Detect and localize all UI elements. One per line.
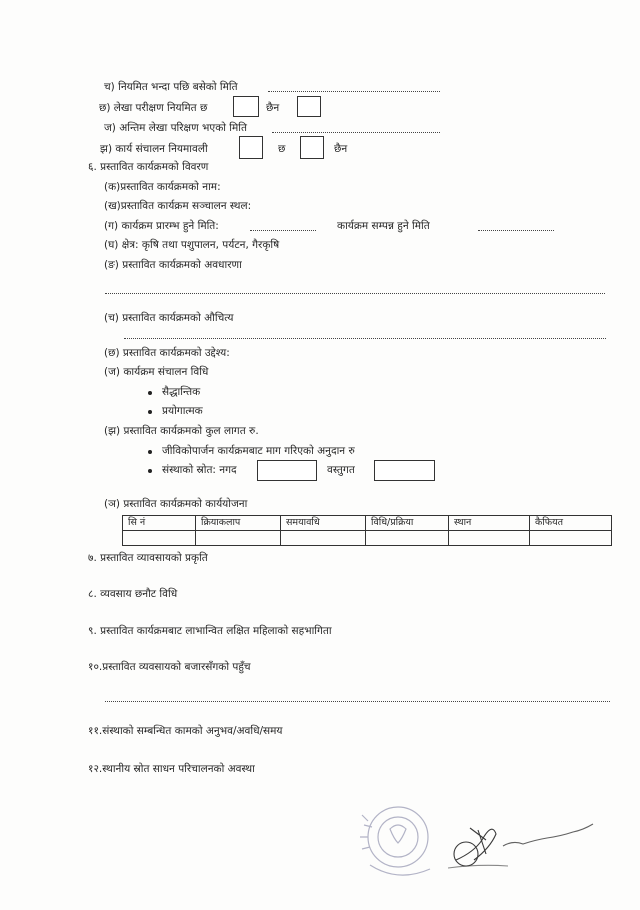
section-6-chha-label: (छ) प्रस्तावित कार्यक्रमको उद्देश्य: [104, 347, 230, 359]
section-11-heading: ११.संस्थाको सम्बन्धित कामको अनुभव/अवधि/समय [88, 725, 283, 737]
section-6-kha-label: (ख)प्रस्तावित कार्यक्रम सञ्चालन स्थल: [104, 200, 252, 212]
table-cell[interactable] [196, 531, 281, 546]
section-6-ja-label: (ज) कार्यक्रम संचालन विधि [104, 366, 209, 378]
item-ja-label: ज) अन्तिम लेखा परिक्षण भएको मिति [104, 122, 248, 134]
table-cell[interactable] [530, 531, 612, 546]
section-6-jha-label: (झ) प्रस्तावित कार्यक्रमको कुल लागत रु. [104, 425, 259, 437]
table-row [123, 531, 612, 546]
concept-field[interactable] [105, 293, 605, 294]
table-header-cell: स्थान [449, 516, 530, 531]
own-source-cash-label: संस्थाको स्रोत: नगद [162, 464, 237, 476]
table-cell[interactable] [281, 531, 366, 546]
item-chha-yes-checkbox[interactable] [233, 96, 259, 117]
section-7-heading: ७. प्रस्तावित व्यावसायको प्रकृति [88, 552, 208, 564]
item-jha-no-checkbox[interactable] [300, 136, 324, 159]
section-6-ka-label: (क)प्रस्तावित कार्यक्रमको नाम: [104, 181, 221, 193]
table-header-cell: समयावधि [281, 516, 366, 531]
section-6-ca-label: (च) प्रस्तावित कार्यक्रमको औचित्य [104, 312, 234, 324]
item-jha-yes-checkbox[interactable] [239, 136, 263, 159]
own-source-kind-label: वस्तुगत [327, 464, 355, 476]
section-6-heading: ६. प्रस्तावित कार्यक्रमको विवरण [88, 161, 209, 173]
item-jha-no-label: छैन [334, 143, 348, 155]
bullet-icon [148, 391, 152, 395]
item-chha-no-label: छैन [266, 102, 280, 114]
item-chha-label: छ) लेखा परीक्षण नियमित छ [99, 102, 208, 114]
bullet-icon [148, 469, 152, 473]
action-plan-table [122, 515, 612, 546]
market-access-field[interactable] [105, 701, 610, 702]
start-date-field[interactable] [250, 230, 316, 231]
section-12-heading: १२.स्थानीय स्रोत साधन परिचालनको अवस्था [88, 763, 255, 775]
section-6-ga-label: (ग) कार्यक्रम प्रारम्भ हुने मिति: [104, 220, 219, 232]
method-practical: प्रयोगात्मक [162, 405, 203, 417]
item-jha-yes-label: छ [278, 143, 286, 155]
section-6-gha-label: (घ) क्षेत्र: कृषि तथा पशुपालन, पर्यटन, गैरकृषि [104, 239, 280, 251]
item-ja-field[interactable] [272, 132, 440, 133]
section-10-heading: १०.प्रस्तावित व्यवसायको बजारसँगको पहुँच [88, 661, 251, 673]
section-6-nga-label: (ङ) प्रस्तावित कार्यक्रमको अवधारणा [104, 259, 242, 271]
method-theoretical: सैद्धान्तिक [162, 386, 201, 398]
table-header-row [123, 516, 612, 531]
section-6-nya-label: (ञ) प्रस्तावित कार्यक्रमको कार्ययोजना [104, 498, 248, 510]
bullet-icon [148, 410, 152, 414]
in-kind-amount-box[interactable] [374, 460, 435, 481]
signature-icon [448, 810, 608, 880]
item-cha-label: च) नियमित भन्दा पछि बसेको मिति [104, 81, 238, 93]
table-header-cell: सि नं [123, 516, 196, 531]
table-cell[interactable] [449, 531, 530, 546]
office-stamp-icon [340, 795, 460, 885]
item-chha-no-checkbox[interactable] [297, 96, 321, 117]
section-9-heading: ९. प्रस्तावित कार्यक्रमबाट लाभान्वित लक्षित महिलाको सहभागिता [88, 625, 332, 637]
section-8-heading: ८. व्यवसाय छनौट विधि [88, 588, 178, 600]
table-header-cell: विधि/प्रक्रिया [366, 516, 449, 531]
cash-amount-box[interactable] [257, 460, 317, 481]
item-jha-label: झ) कार्य संचालन नियमावली [100, 143, 208, 155]
table-cell[interactable] [123, 531, 196, 546]
end-date-field[interactable] [478, 230, 554, 231]
bullet-icon [148, 450, 152, 454]
grant-request-label: जीविकोपार्जन कार्यक्रमबाट माग गरिएको अनुदान रु [162, 445, 355, 457]
section-6-ga-end-label: कार्यक्रम सम्पन्न हुने मिति [337, 220, 430, 232]
justification-field[interactable] [124, 338, 606, 339]
table-header-cell: कैफियत [530, 516, 612, 531]
table-cell[interactable] [366, 531, 449, 546]
table-header-cell: क्रियाकलाप [196, 516, 281, 531]
item-cha-field[interactable] [268, 91, 440, 92]
